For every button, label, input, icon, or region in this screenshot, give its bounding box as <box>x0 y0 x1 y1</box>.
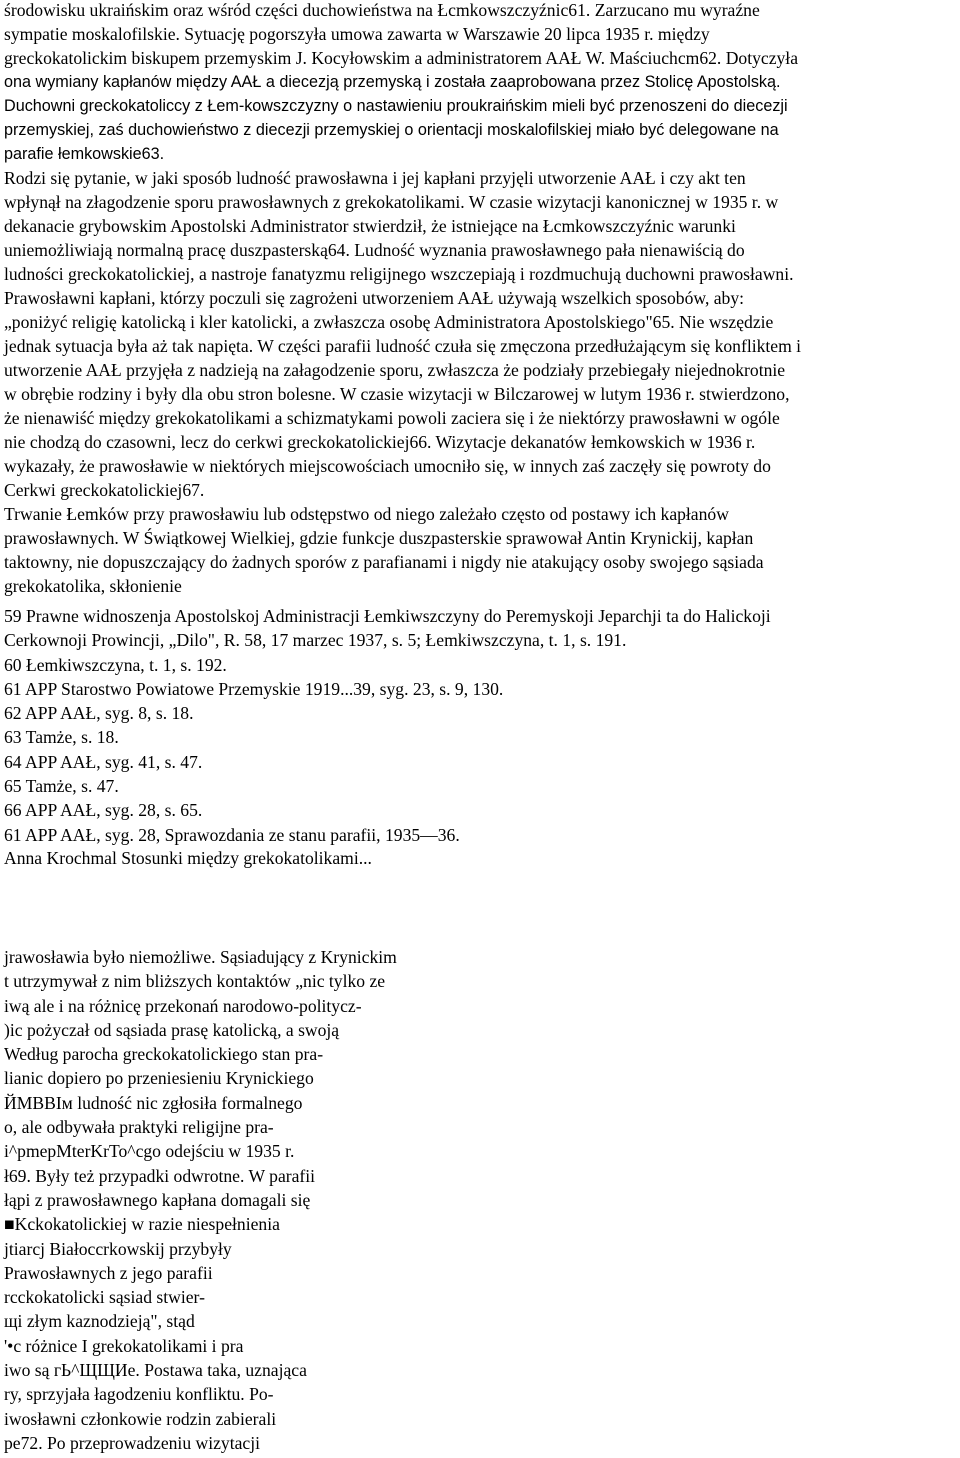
fragment-line: ■Kckokatolickiej w razie niespełnienia <box>4 1214 280 1235</box>
fragment-line: jrawosławia było niemożliwe. Sąsiadujący z Krynickim <box>4 947 397 967</box>
paragraph-line: „poniżyć religię katolicką i kler katolicki, a zwłaszcza osobę Administratora Apostolskiego"65. Nie wszędzie <box>4 312 774 332</box>
paragraph-line: utworzenie AAŁ przyjęła z nadzieją na załagodzenie sporu, zwłaszcza że podziały przebiegały niejednokrotnie <box>4 360 786 380</box>
paragraph-line: wpłynął na złagodzenie sporu prawosławnych z grekokatolikami. W czasie wizytacji kanonicznej w 1935 r. w <box>4 192 779 212</box>
paragraph-line: Prawosławni kapłani, którzy poczuli się zagrożeni utworzeniem AAŁ używają wszelkich sposobów, aby: <box>4 288 745 308</box>
fragment-line: iwo są гЬ^ЩЩИе. Postawa taka, uznająca <box>4 1360 307 1381</box>
paragraph-line: greckokatolickim biskupem przemyskim J. Kocyłowskim a administratorem AAŁ W. Maściuchcm62. Dotyczyła <box>4 48 799 68</box>
paragraph-line: Trwanie Łemków przy prawosławiu lub odstępstwo od niego zależało często od postawy ich kapłanów <box>4 504 729 524</box>
paragraph-line: Cerkwi greckokatolickiej67. <box>4 480 205 500</box>
fragment-line: ł69. Były też przypadki odwrotne. W parafii <box>4 1165 316 1186</box>
footnote-line: 64 APP AAŁ, syg. 41, s. 47. <box>4 751 203 772</box>
footnote-line: 66 APP AAŁ, syg. 28, s. 65. <box>4 800 203 821</box>
fragment-line: iwą ale i na różnicę przekonań narodowo-politycz- <box>4 995 362 1016</box>
footnote-line: 63 Tamże, s. 18. <box>4 727 119 748</box>
fragment-line: Prawosławnych z jego parafii <box>4 1262 213 1283</box>
fragment-line: lianic dopiero po przeniesieniu Krynickiego <box>4 1068 314 1089</box>
paragraph-line: jednak sytuacja była aż tak napięta. W części parafii ludność czuła się zmęczona przedłużającym się konfliktem i <box>4 336 802 356</box>
fragment-line: pe72. Po przeprowadzeniu wizytacji <box>4 1432 260 1453</box>
footnote-line: 62 APP AAŁ, syg. 8, s. 18. <box>4 703 194 724</box>
fragment-line: щі złym kaznodzieją", stąd <box>4 1311 195 1332</box>
footnote-line: 61 APP AAŁ, syg. 28, Sprawozdania ze stanu parafii, 1935—36. <box>4 824 460 845</box>
paragraph-line: nie chodzą do czasowni, lecz do cerkwi greckokatolickiej66. Wizytacje dekanatów łemkowskich w 1936 r. <box>4 432 756 452</box>
paragraph-line: przemyskiej, zaś duchowieństwo z diecezji przemyskiej o orientacji moskalofilskiej miało być delegowane na <box>4 121 779 139</box>
paragraph-line: w obrębie rodziny i były dla obu stron bolesne. W czasie wizytacji w Bilczarowej w lutym 1936 r. stwierdzono, <box>4 384 790 404</box>
footnote-line: 65 Tamże, s. 47. <box>4 776 119 797</box>
paragraph-line: prawosławnych. W Świątkowej Wielkiej, gdzie funkcje duszpasterskie sprawował Antin Krynickij, kapłan <box>4 528 754 548</box>
paragraph-line: parafie łemkowskie63. <box>4 145 165 163</box>
fragment-line: rcckokatolicki sąsiad stwier- <box>4 1287 205 1308</box>
paragraph-line: sympatie moskalofilskie. Sytuację pogorszyła umowa zawarta w Warszawie 20 lipca 1935 r. między <box>4 24 710 44</box>
fragment-line: )ic pożyczał od sąsiada prasę katolicką, a swoją <box>4 1019 340 1040</box>
paragraph-line: że nienawiść między grekokatolikami a schizmatykami powoli zaciera się i że niektórzy prawosławni w ogóle <box>4 408 780 428</box>
fragment-line: o, ale odbywała praktyki religijne pra- <box>4 1117 274 1138</box>
fragment-line: Według parocha greckokatolickiego stan pra- <box>4 1044 324 1065</box>
main-text <box>4 0 801 598</box>
paragraph-line: ludności greckokatolickiej, a nastroje fanatyzmu religijnego wszczepiają i rozdmuchują duchowni prawosławni. <box>4 264 794 284</box>
paragraph-line: taktowny, nie dopuszczający do żadnych sporów z parafianami i nigdy nie atakujący osoby swojego sąsiada <box>4 552 764 572</box>
footnotes <box>4 604 771 847</box>
running-header: Anna Krochmal Stosunki między grekokatolikami... <box>4 848 372 868</box>
paragraph-line: uniemożliwiają normalną pracę duszpasterską64. Ludność wyznania prawosławnego pała nienawiścią do <box>4 240 745 260</box>
fragment-line: łąpi z prawosławnego kapłana domagali się <box>4 1189 311 1210</box>
paragraph-line: wykazały, że prawosławie w niektórych miejscowościach umocniło się, w innych zaś zaczęły się powroty do <box>4 456 771 476</box>
fragment-line: i^pmepMterKrTo^cgo odejściu w 1935 r. <box>4 1141 295 1162</box>
paragraph-line: Rodzi się pytanie, w jaki sposób ludność prawosławna i jej kapłani przyjęli utworzenie AAŁ i czy akt ten <box>4 168 746 188</box>
fragment-line: ry, sprzyjała łagodzeniu konfliktu. Po- <box>4 1384 274 1405</box>
fragment-line: '•c różnice I grekokatolikami i pra <box>4 1335 244 1356</box>
footnote-line: 61 APP Starostwo Powiatowe Przemyskie 1919...39, syg. 23, s. 9, 130. <box>4 678 504 699</box>
paragraph-line: dekanacie grybowskim Apostolski Administrator stwierdził, że istniejące na Łcmkowszczyźnic warunki <box>4 216 736 236</box>
footnote-line: 60 Łemkiwszczyna, t. 1, s. 192. <box>4 654 227 675</box>
fragment-line: t utrzymywał z nim bliższych kontaktów „nic tylko ze <box>4 971 386 992</box>
fragment-line: iwosławni członkowie rodzin zabierali <box>4 1408 277 1429</box>
footnote-line: Cerkownoji Prowincji, „Dilo", R. 58, 17 marzec 1937, s. 5; Łemkiwszczyna, t. 1, s. 191. <box>4 630 627 651</box>
footnote-line: 59 Prawne widnoszenja Apostolskoj Administracji Łemkiwszczyny do Peremyskoji Jeparchji ta do Halickoji <box>4 606 771 626</box>
paragraph-line: środowisku ukraińskim oraz wśród części duchowieństwa na Łcmkowszczyźnic61. Zarzucano mu wyraźne <box>4 0 760 20</box>
fragment-line: jtiarcj Białoccrkowskij przybyły <box>4 1238 232 1259</box>
paragraph-line: grekokatolika, skłonienie <box>4 576 182 596</box>
paragraph-line: ona wymiany kapłanów między AAŁ a diecezją przemyską i została zaaprobowana przez Stolicę Apostolską. <box>4 73 781 91</box>
scanned-fragment <box>4 945 397 1455</box>
fragment-line: ЙMBBIм ludność nic zgłosiła formalnego <box>4 1092 303 1113</box>
paragraph-line: Duchowni greckokatoliccy z Łem-kowszczyzny o nastawieniu proukraińskim mieli być przenoszeni do diecezji <box>4 97 788 115</box>
